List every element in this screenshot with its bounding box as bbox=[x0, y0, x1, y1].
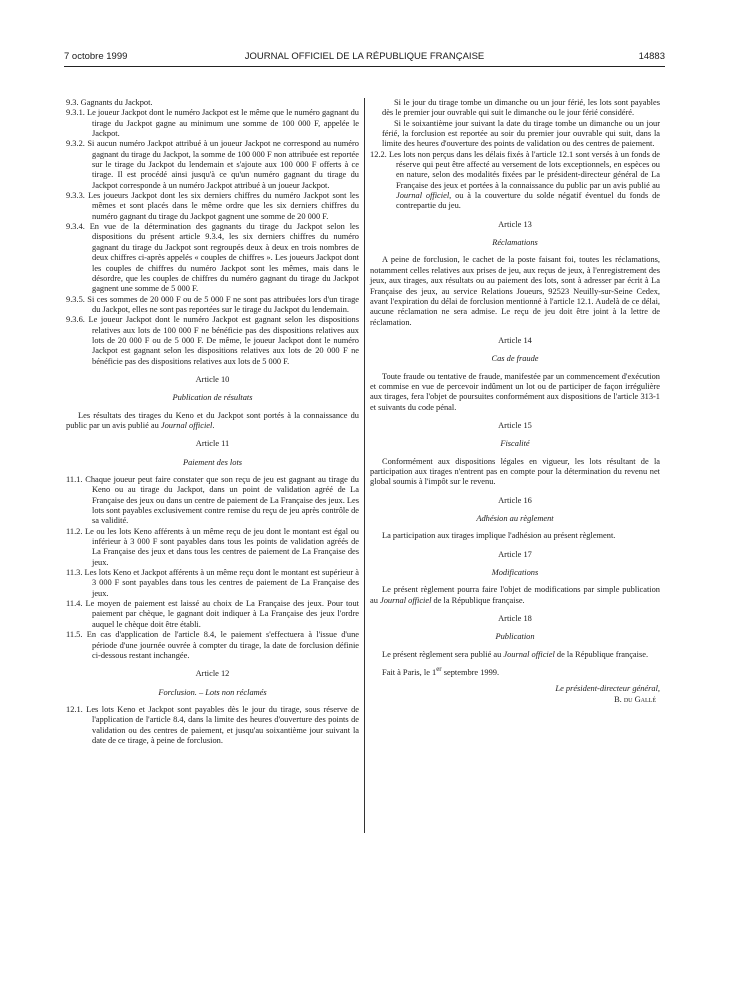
signature-name: B. du Gallé bbox=[614, 694, 656, 704]
article-15-subtitle: Fiscalité bbox=[500, 439, 530, 449]
article-12-heading: Article 12 bbox=[195, 669, 230, 679]
paragraph-11-2: 11.2. Le ou les lots Keno afférents à un même reçu de jeu dont le montant est égal ou inférieur à 3 000 F sont payables dans tous les points de validation agréés de La Française des jeux et dans tous les centres de paiement de La Française des jeux. bbox=[66, 526, 359, 567]
paragraph-9-3-5: 9.3.5. Si ces sommes de 20 000 F ou de 5 000 F ne sont pas attribuées lors d'un tirage du Jackpot, elles ne sont pas reportées sur le tirage du Jackpot du lendemain. bbox=[66, 294, 359, 314]
journal-officiel-ref: Journal officiel bbox=[396, 191, 450, 201]
article-14-text: Toute fraude ou tentative de fraude, manifestée par un commencement d'exécution et commise en vue de percevoir indûment un lot ou de participer de façon irrégulière aux tirages, fera l'objet de poursuites conformément aux dispositions de l'article 313-1 et suivants du code pénal. bbox=[370, 371, 660, 412]
article-17-subtitle: Modifications bbox=[491, 568, 539, 578]
article-10-heading: Article 10 bbox=[195, 374, 230, 384]
article-13-text: A peine de forclusion, le cachet de la poste faisant foi, toutes les réclamations, notamment celles relatives aux prises de jeu, aux reçus de jeux, à l'enregistrement des jeux, aux tirages, aux résultats ou au paiement des lots, sont à adresser par écrit à La Française des jeux, au service Relations Joueurs, 92523 Neuilly-sur-Seine Cedex, avant l'expiration du délai de forclusion mentionné à l'article 12.1. Audelà de ce délai, aucune réclamation ne sera admise. Le reçu de jeu doit être joint à la lettre de réclamation. bbox=[370, 255, 660, 327]
article-16-text: La participation aux tirages implique l'adhésion au présent règlement. bbox=[382, 531, 616, 541]
paragraph-12-1-continued-b: Si le soixantième jour suivant la date du tirage tombe un dimanche ou un jour férié, la forclusion est reportée au soir du premier jour ouvrable qui suit, dans la limite des heures d'ouverture des points de validation ou des centres de paiement. bbox=[382, 118, 660, 149]
header-page-number: 14883 bbox=[638, 51, 665, 62]
header-title: JOURNAL OFFICIEL DE LA RÉPUBLIQUE FRANÇAISE bbox=[244, 51, 485, 62]
paragraph-9-3-2: 9.3.2. Si aucun numéro Jackpot attribué à un joueur Jackpot ne correspond au numéro gagnant du tirage du Jackpot, la somme de 100 000 F non attribuée est reportée sur le tirage du Jackpot du lendemain et s'ajoute aux 100 000 F offerts à ce tirage. Il est procédé ainsi jusqu'à ce qu'un numéro gagnant du tirage du Jackpot corresponde à un numéro Jackpot attribué à un joueur Jackpot. bbox=[66, 139, 359, 190]
place-and-date: Fait à Paris, le 1er septembre 1999. bbox=[382, 665, 500, 677]
article-18-text: Le présent règlement sera publié au Journal officiel de la République française. bbox=[382, 649, 649, 659]
article-12-subtitle: Forclusion. – Lots non réclamés bbox=[158, 687, 267, 697]
article-18-heading: Article 18 bbox=[498, 614, 532, 624]
right-column bbox=[370, 98, 660, 705]
article-16-subtitle: Adhésion au règlement bbox=[476, 514, 554, 523]
article-14-heading: Article 14 bbox=[498, 335, 532, 345]
article-13-subtitle: Réclamations bbox=[492, 238, 538, 248]
article-13-heading: Article 13 bbox=[498, 219, 532, 229]
paragraph-9-3-3: 9.3.3. Les joueurs Jackpot dont les six derniers chiffres du numéro Jackpot sont les mêmes et sont placés dans le même ordre que les six derniers chiffres du numéro gagnant du tirage du Jackpot gagnent une somme de 20 000 F. bbox=[66, 191, 359, 221]
page-header bbox=[64, 51, 665, 65]
article-10-text: Les résultats des tirages du Keno et du Jackpot sont portés à la connaissance du public par un avis publié au Journal officiel. bbox=[66, 410, 359, 430]
paragraph-12-1: 12.1. Les lots Keno et Jackpot sont payables dès le jour du tirage, sous réserve de l'application de l'article 8.4, dans la limite des heures d'ouverture des points de validation ou des centres de paiement, et jusqu'au soixantième jour suivant la date de ce tirage, à peine de forclusion. bbox=[66, 704, 359, 745]
header-date: 7 octobre 1999 bbox=[64, 51, 128, 62]
article-15-text: Conformément aux dispositions légales en vigueur, les lots résultant de la participation aux tirages n'entrent pas en compte pour la détermination du revenu net global soumis à l'impôt sur le revenu. bbox=[370, 456, 660, 487]
header-rule bbox=[64, 66, 665, 67]
journal-officiel-ref: Journal officiel bbox=[380, 595, 432, 605]
paragraph-12-2: 12.2. Les lots non perçus dans les délais fixés à l'article 12.1 sont versés à un fonds de réserve qui peut être affecté au versement de lots exceptionnels, en espèces ou en nature, selon des modalités fixées par le président-directeur général de La Française des jeux et portées à la connaissance du public par un avis publié au Journal officiel, ou à la couverture du solde négatif éventuel du fonds de contrepartie du jeu. bbox=[370, 149, 660, 211]
article-15-heading: Article 15 bbox=[498, 420, 532, 430]
article-14-subtitle: Cas de fraude bbox=[491, 354, 539, 364]
paragraph-11-5: 11.5. En cas d'application de l'article 8.4, le paiement s'effectuera à l'issue d'une période d'une journée ouvrée à compter du tirage, la date de forclusion définie ci-dessous restant inchangée. bbox=[66, 630, 359, 660]
article-17-heading: Article 17 bbox=[498, 549, 532, 559]
journal-officiel-ref: Journal officiel bbox=[503, 649, 555, 659]
paragraph-9-3-4: 9.3.4. En vue de la détermination des gagnants du tirage du Jackpot selon les dispositions du présent article 9.3.4, les six derniers chiffres du numéro gagnant du tirage du Jackpot sont regroupés deux à deux en trois nombres de deux chiffres ci-après appelés « couples de chiffres ». Les joueurs Jackpot dont les couples de chiffres du numéro Jackpot sont les mêmes, mais dans le désordre, que les couples de chiffres du numéro gagnant du tirage du Jackpot gagnent une somme de 5 000 F. bbox=[66, 222, 359, 294]
article-18-subtitle: Publication bbox=[495, 632, 535, 642]
paragraph-12-1-continued-a: Si le jour du tirage tombe un dimanche ou un jour férié, les lots sont payables dès le premier jour ouvrable qui suit le dimanche ou le jour férié considéré. bbox=[382, 98, 660, 118]
journal-officiel-ref: Journal officiel bbox=[160, 420, 213, 430]
left-column bbox=[66, 98, 359, 746]
paragraph-9-3-1: 9.3.1. Le joueur Jackpot dont le numéro Jackpot est le même que le numéro gagnant du tirage du Jackpot gagne au minimum une somme de 100 000 F, appelée le Jackpot. bbox=[66, 108, 359, 139]
paragraph-11-1: 11.1. Chaque joueur peut faire constater que son reçu de jeu est gagnant au tirage du Keno ou au tirage du Jackpot, dans un point de validation agréé de La Française des jeux ou dans un centre de paiement de La Française des jeux. Les lots sont payables exclusivement contre remise du reçu de jeu après contrôle de sa validité. bbox=[66, 475, 359, 526]
paragraph-11-3: 11.3. Les lots Keno et Jackpot afférents à un même reçu dont le montant est supérieur à 3 000 F sont payables dans tous les centres de paiement de La Française des jeux. bbox=[66, 568, 359, 598]
article-11-heading: Article 11 bbox=[195, 439, 230, 449]
paragraph-11-4: 11.4. Le moyen de paiement est laissé au choix de La Française des jeux. Pour tout paiement par chèque, le gagnant doit indiquer à La Française des jeux l'ordre auquel le chèque doit être établi. bbox=[66, 599, 359, 629]
article-16-heading: Article 16 bbox=[498, 495, 532, 505]
paragraph-9-3: 9.3. Gagnants du Jackpot. bbox=[66, 98, 153, 107]
article-17-text: Le présent règlement pourra faire l'objet de modifications par simple publication au Journal officiel de la République française. bbox=[370, 585, 660, 605]
paragraph-9-3-6: 9.3.6. Le joueur Jackpot dont le numéro Jackpot est gagnant selon les dispositions relatives aux lots de 100 000 F ne bénéficie pas des dispositions relatives aux lots de 20 000 F ou de 5 000 F. De même, le joueur Jackpot dont le numéro Jackpot est gagnant selon les dispositions relatives aux lots de 20 000 F ne bénéficie pas des dispositions relatives aux lots de 5 000 F. bbox=[66, 315, 359, 366]
article-10-subtitle: Publication de résultats bbox=[172, 393, 253, 403]
signature-title: Le président-directeur général, bbox=[555, 684, 660, 694]
article-11-subtitle: Paiement des lots bbox=[182, 457, 243, 467]
column-divider bbox=[364, 98, 365, 833]
